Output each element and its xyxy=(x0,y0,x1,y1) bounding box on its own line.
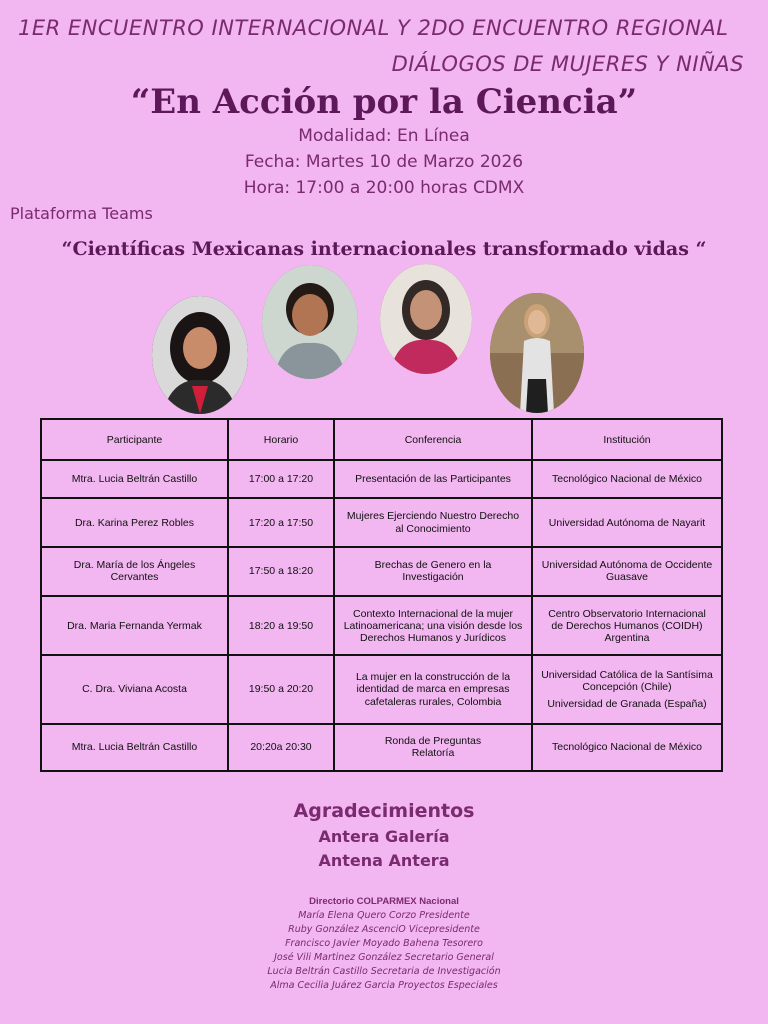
institution-cell: Centro Observatorio Internacional de Derechos Humanos (COIDH) Argentina xyxy=(532,596,722,655)
time-cell: 17:20 a 17:50 xyxy=(228,498,334,546)
schedule-table xyxy=(40,418,723,772)
table-row xyxy=(41,724,722,771)
time-cell: 17:00 a 17:20 xyxy=(228,460,334,498)
event-title: “En Acción por la Ciencia” xyxy=(130,82,638,122)
conference-line-2: Relatoría xyxy=(411,747,455,760)
speaker-portrait-2 xyxy=(262,265,358,379)
directory-member: José Vili Martinez González Secretario General xyxy=(274,952,494,963)
table-row xyxy=(41,655,722,723)
directory-member: Francisco Javier Moyado Bahena Tesorero xyxy=(285,938,483,949)
time-cell: 19:50 a 20:20 xyxy=(228,655,334,723)
column-header-horario: Horario xyxy=(228,419,334,460)
institution-cell: Tecnológico Nacional de México xyxy=(532,460,722,498)
date-text: Fecha: Martes 10 de Marzo 2026 xyxy=(244,152,524,172)
institution-cell: Tecnológico Nacional de México xyxy=(532,724,722,771)
speaker-photo-3 xyxy=(380,264,472,374)
institution-line-1: Universidad Católica de la Santísima Concepción (Chile) xyxy=(541,669,713,694)
column-header-conferencia: Conferencia xyxy=(334,419,532,460)
modality-text: Modalidad: En Línea xyxy=(298,126,470,146)
time-cell: 20:20a 20:30 xyxy=(228,724,334,771)
column-header-participante: Participante xyxy=(41,419,228,460)
participant-cell: Dra. María de los Ángeles Cervantes xyxy=(41,547,228,596)
event-subtitle: “Científicas Mexicanas internacionales transformado vidas “ xyxy=(61,238,707,260)
time-cell: 17:50 a 18:20 xyxy=(228,547,334,596)
institution-cell: Universidad Autónoma de Nayarit xyxy=(532,498,722,546)
time-cell: 18:20 a 19:50 xyxy=(228,596,334,655)
acknowledgements-title: Agradecimientos xyxy=(293,800,475,822)
directory-member: Ruby González AscenciO Vicepresidente xyxy=(288,924,480,935)
participant-cell: Dra. Maria Fernanda Yermak xyxy=(41,596,228,655)
participant-cell: C. Dra. Viviana Acosta xyxy=(41,655,228,723)
directory-member: Lucia Beltrán Castillo Secretaria de Investigación xyxy=(267,966,501,977)
table-header-row xyxy=(41,419,722,460)
speaker-portrait-1 xyxy=(152,296,248,414)
speaker-photo-1 xyxy=(152,296,248,414)
institution-cell xyxy=(532,655,722,723)
participant-cell: Dra. Karina Perez Robles xyxy=(41,498,228,546)
table-row xyxy=(41,547,722,596)
institution-cell: Universidad Autónoma de Occidente Guasave xyxy=(532,547,722,596)
directory-title: Directorio COLPARMEX Nacional xyxy=(309,896,459,907)
conference-cell: La mujer en la construcción de la identidad de marca en empresas cafetaleras rurales, Colombia xyxy=(334,655,532,723)
directory-member: María Elena Quero Corzo Presidente xyxy=(298,910,470,921)
speaker-portrait-4 xyxy=(490,293,584,413)
conference-cell: Brechas de Genero en la Investigación xyxy=(334,547,532,596)
directory-member: Alma Cecilia Juárez Garcia Proyectos Especiales xyxy=(270,980,498,991)
platform-text: Plataforma Teams xyxy=(10,204,153,223)
conference-line-1: Ronda de Preguntas xyxy=(384,735,482,748)
conference-cell: Mujeres Ejerciendo Nuestro Derecho al Conocimiento xyxy=(334,498,532,546)
table-row xyxy=(41,596,722,655)
conference-cell: Presentación de las Participantes xyxy=(334,460,532,498)
participant-cell: Mtra. Lucia Beltrán Castillo xyxy=(41,724,228,771)
time-text: Hora: 17:00 a 20:00 horas CDMX xyxy=(243,178,525,198)
table-row xyxy=(41,498,722,546)
conference-cell: Contexto Internacional de la mujer Latinoamericana; una visión desde los Derechos Humanos y Jurídicos xyxy=(334,596,532,655)
participant-cell: Mtra. Lucia Beltrán Castillo xyxy=(41,460,228,498)
institution-line-2: Universidad de Granada (España) xyxy=(547,697,707,710)
conference-cell xyxy=(334,724,532,771)
speaker-photo-4 xyxy=(490,293,584,413)
acknowledgement-item: Antera Galería xyxy=(318,827,450,846)
table-row xyxy=(41,460,722,498)
event-heading-line-1: 1ER ENCUENTRO INTERNACIONAL Y 2DO ENCUENTRO REGIONAL xyxy=(18,16,729,40)
speaker-portrait-3 xyxy=(380,264,472,374)
event-heading-line-2: DIÁLOGOS DE MUJERES Y NIÑAS xyxy=(391,52,744,76)
speaker-photo-2 xyxy=(262,265,358,379)
acknowledgement-item: Antena Antera xyxy=(318,851,450,870)
column-header-institucion: Institución xyxy=(532,419,722,460)
